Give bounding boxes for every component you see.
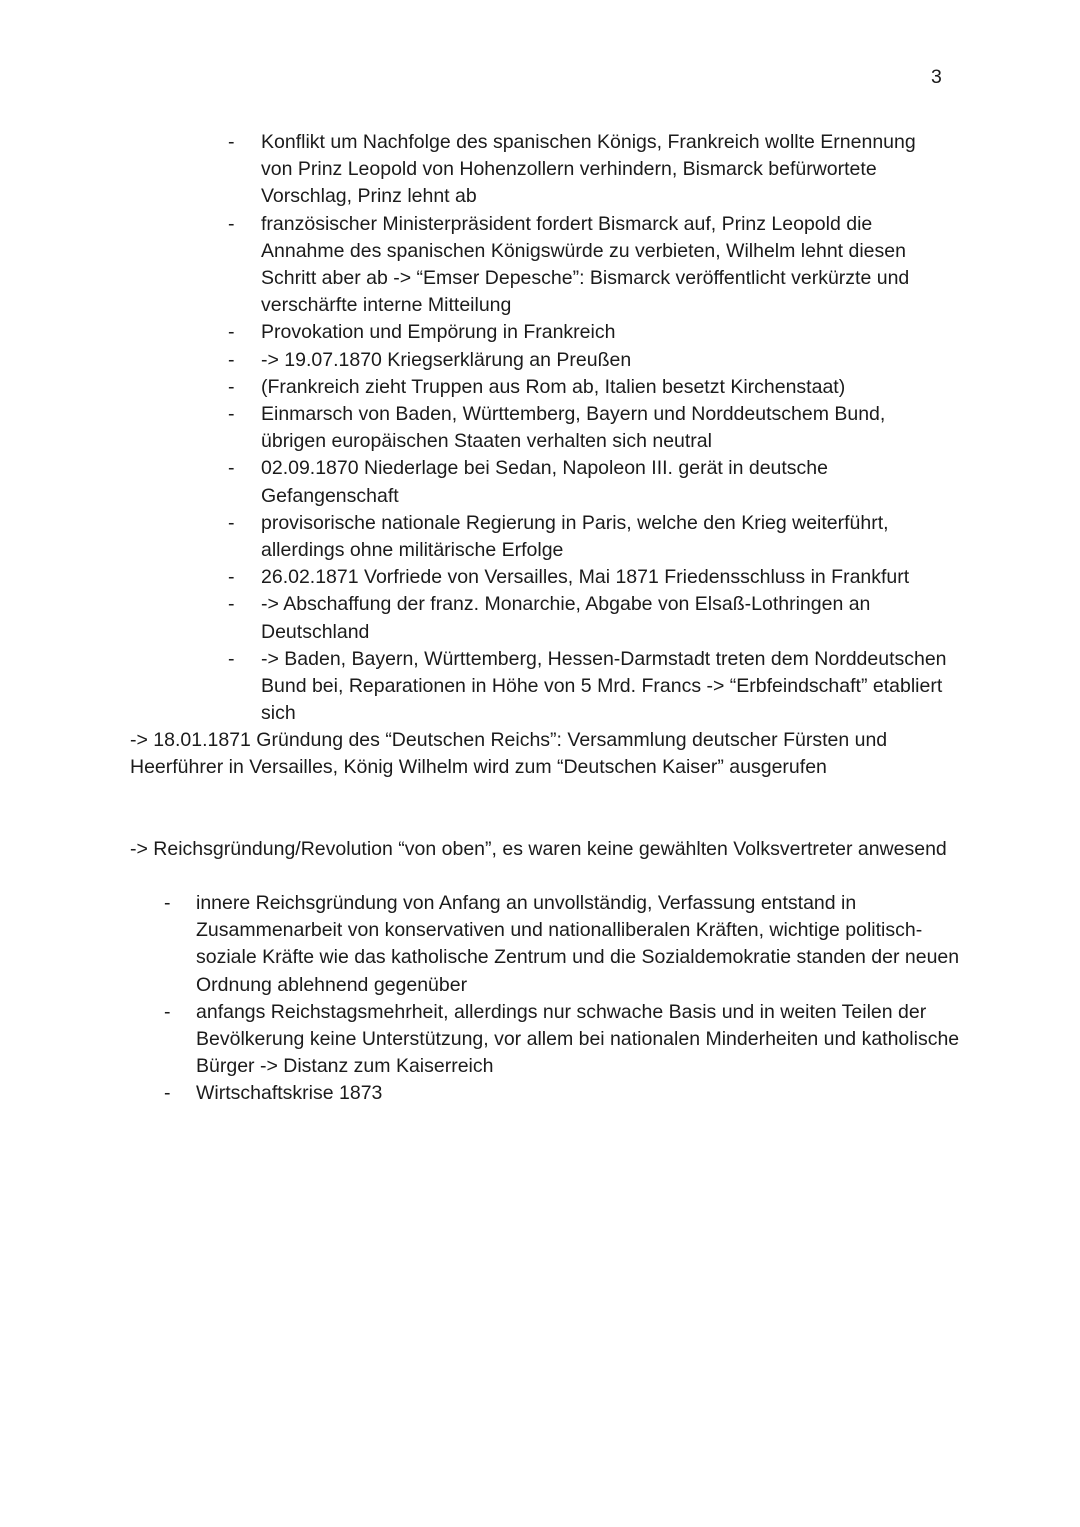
list-item-text: Provokation und Empörung in Frankreich — [261, 321, 616, 344]
list-item — [228, 564, 951, 591]
paragraph-revolution-from-above: -> Reichsgründung/Revolution “von oben”, es waren keine gewählten Volksvertreter anwesend — [130, 838, 947, 860]
bullet-dash: - — [228, 647, 235, 670]
bullet-dash: - — [228, 212, 235, 235]
list-item — [228, 211, 951, 320]
list-item-text: -> Abschaffung der franz. Monarchie, Abgabe von Elsaß-Lothringen an Deutschland — [261, 593, 871, 643]
bullet-dash: - — [228, 457, 235, 480]
list-item — [164, 1080, 966, 1107]
list-item-text: französischer Ministerpräsident fordert Bismarck auf, Prinz Leopold die Annahme des spanischen Königswürde zu verbieten, Wilhelm lehnt diesen Schritt aber ab -> “Emser Depesche”: Bismarck veröffentlicht verkürzte und verschärfte interne Mitteilung — [261, 212, 910, 317]
list-item-text: 26.02.1871 Vorfriede von Versailles, Mai 1871 Friedensschluss in Frankfurt — [261, 566, 910, 589]
paragraph-reich-founding: -> 18.01.1871 Gründung des “Deutschen Reichs”: Versammlung deutscher Fürsten und Heerführer in Versailles, König Wilhelm wird zum “Deutschen Kaiser” ausgerufen — [130, 729, 888, 779]
bullet-dash: - — [228, 511, 235, 534]
bullet-dash: - — [228, 131, 235, 153]
list-item-text: innere Reichsgründung von Anfang an unvollständig, Verfassung entstand in Zusammenarbeit von konservativen und nationalliberalen Kräften, wichtige politisch-soziale Kräfte wie das katholische Zentrum und die Sozialdemokratie standen der neuen Ordnung ablehnend gegenüber — [196, 892, 960, 996]
list-item-text: Einmarsch von Baden, Württemberg, Bayern und Norddeutschem Bund, übrigen europäischen Staaten verhalten sich neutral — [261, 403, 886, 453]
bullet-dash: - — [228, 566, 235, 589]
bullet-dash: - — [228, 593, 235, 616]
list-item-text: Wirtschaftskrise 1873 — [196, 1082, 383, 1105]
list-item — [164, 999, 966, 1081]
bullet-list-war-causes — [228, 129, 951, 727]
bullet-dash: - — [228, 403, 235, 426]
list-item — [164, 890, 966, 999]
bullet-dash: - — [228, 348, 235, 371]
list-item — [228, 510, 951, 564]
list-item-text: 02.09.1870 Niederlage bei Sedan, Napoleon III. gerät in deutsche Gefangenschaft — [261, 457, 828, 507]
bullet-dash: - — [228, 321, 235, 344]
bullet-dash: - — [164, 1082, 171, 1105]
bullet-list-internal-founding — [164, 890, 966, 1108]
list-item-text: anfangs Reichstagsmehrheit, allerdings nur schwache Basis und in weiten Teilen der Bevölkerung keine Unterstützung, vor allem bei nationalen Minderheiten und katholische Bürger -> Distanz zum Kaiserreich — [196, 1000, 960, 1078]
list-item — [228, 455, 951, 509]
list-item-text: provisorische nationale Regierung in Paris, welche den Krieg weiterführt, allerdings ohne militärische Erfolge — [261, 511, 889, 562]
list-item — [228, 646, 951, 728]
list-item — [228, 319, 951, 346]
list-item — [228, 374, 951, 401]
list-item — [228, 347, 951, 374]
page-number: 3 — [931, 66, 942, 88]
bullet-dash: - — [164, 892, 171, 914]
list-item — [228, 401, 951, 455]
bullet-dash: - — [228, 375, 235, 398]
list-item-text: (Frankreich zieht Truppen aus Rom ab, Italien besetzt Kirchenstaat) — [261, 375, 846, 398]
list-item-text: -> 19.07.1870 Kriegserklärung an Preußen — [261, 348, 632, 371]
list-item — [228, 591, 951, 645]
list-item — [228, 129, 951, 211]
bullet-dash: - — [164, 1000, 171, 1023]
list-item-text: Konflikt um Nachfolge des spanischen Königs, Frankreich wollte Ernennung von Prinz Leopold von Hohenzollern verhindern, Bismarck befürwortete Vorschlag, Prinz lehnt ab — [261, 131, 916, 208]
list-item-text: -> Baden, Bayern, Württemberg, Hessen-Darmstadt treten dem Norddeutschen Bund bei, Reparationen in Höhe von 5 Mrd. Francs -> “Erbfeindschaft” etabliert sich — [261, 647, 947, 725]
